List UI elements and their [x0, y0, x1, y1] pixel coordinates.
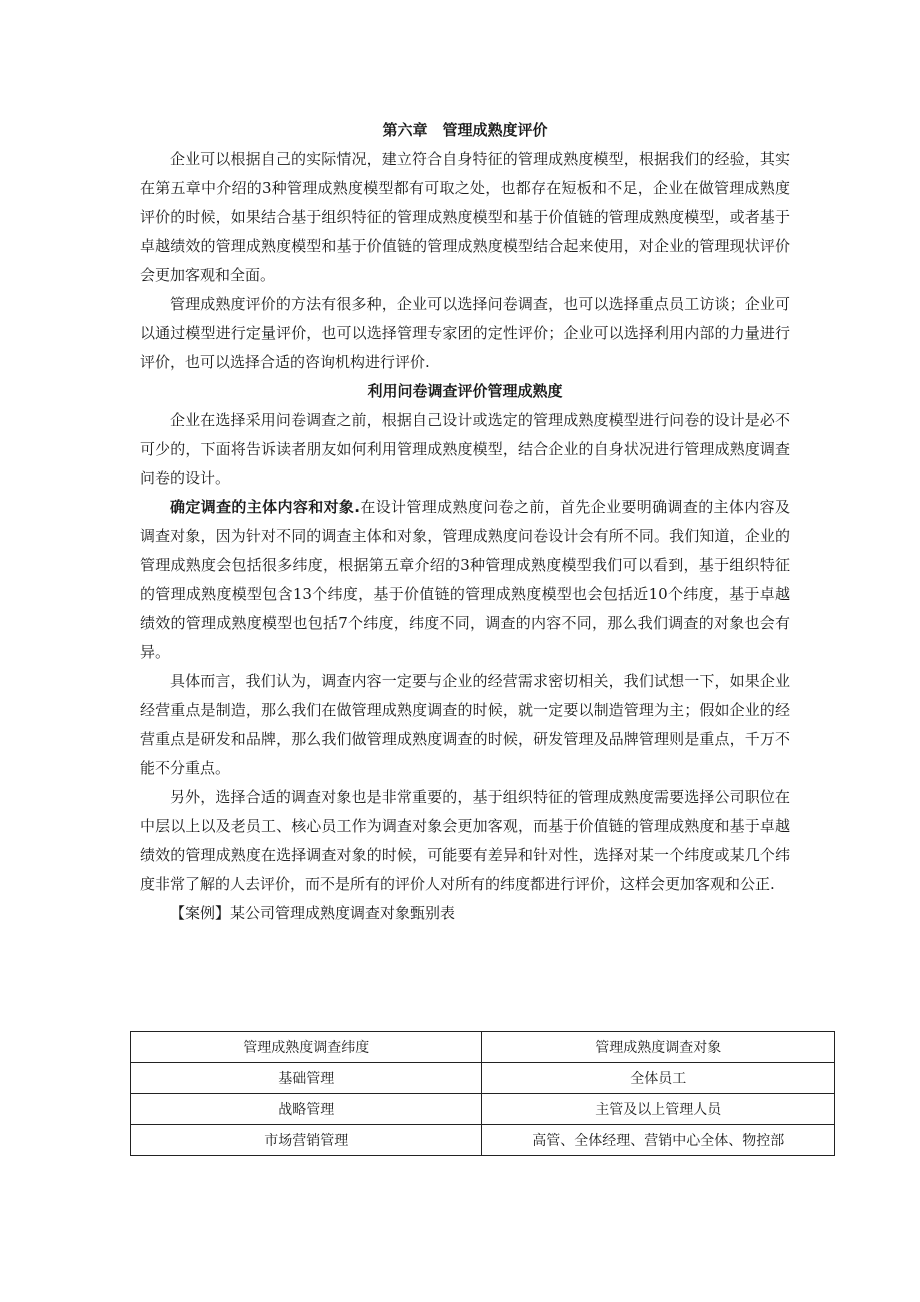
paragraph-selection: 另外，选择合适的调查对象也是非常重要的，基于组织特征的管理成熟度需要选择公司职位在中层以上以及老员工、核心员工作为调查对象会更加客观，而基于价值链的管理成熟度和基于卓越绩效的管理成熟度在选择调查对象的时候，可能要有差异和针对性，选择对某一个纬度或某几个纬度非常了解的人去评价，而不是所有的评价人对所有的纬度都进行评价，这样会更加客观和公正.: [140, 788, 790, 893]
bold-lead-rest-text: 在设计管理成熟度问卷之前，首先企业要明确调查的主体内容及调查对象，因为针对不同的调查主体和对象，管理成熟度问卷设计会有所不同。我们知道，企业的管理成熟度会包括很多纬度，根据第五章介绍的3种管理成熟度模型我们可以看到，基于组织特征的管理成熟度模型包含13个纬度，基于价值链的管理成熟度模型也会包括近10个纬度，基于卓越绩效的管理成熟度模型也包括7个纬度，纬度不同，调查的内容不同，那么我们调查的对象也会有异。: [140, 498, 790, 661]
table-header-row: [131, 1032, 835, 1063]
table-cell: 基础管理: [131, 1063, 482, 1094]
paragraph-intro: 企业可以根据自己的实际情况，建立符合自身特征的管理成熟度模型，根据我们的经验，其实在第五章中介绍的3种管理成熟度模型都有可取之处，也都存在短板和不足，企业在做管理成熟度评价的时候，如果结合基于组织特征的管理成熟度模型和基于价值链的管理成熟度模型，或者基于卓越绩效的管理成熟度模型和基于价值链的管理成熟度模型结合起来使用，对企业的管理现状评价会更加客观和全面。: [140, 150, 790, 284]
case-table: [130, 1031, 835, 1156]
table-cell: 主管及以上管理人员: [482, 1094, 835, 1125]
table-cell: 全体员工: [482, 1063, 835, 1094]
chapter-title: 第六章 管理成熟度评价: [382, 121, 548, 139]
paragraph-methods: 管理成熟度评价的方法有很多种，企业可以选择问卷调查，也可以选择重点员工访谈；企业可以通过模型进行定量评价，也可以选择管理专家团的定性评价；企业可以选择利用内部的力量进行评价，也可以选择合适的咨询机构进行评价.: [140, 295, 790, 371]
table-cell: 战略管理: [131, 1094, 482, 1125]
section-heading: 利用问卷调查评价管理成熟度: [367, 382, 563, 400]
document-body: [140, 116, 790, 928]
table-cell: 高管、全体经理、营销中心全体、物控部: [482, 1125, 835, 1156]
paragraph-questionnaire: 企业在选择采用问卷调查之前，根据自己设计或选定的管理成熟度模型进行问卷的设计是必不可少的，下面将告诉读者朋友如何利用管理成熟度模型，结合企业的自身状况进行管理成熟度调查问卷的设计。: [140, 411, 790, 487]
table-row: [131, 1125, 835, 1156]
bold-lead-text: 确定调查的主体内容和对象.: [170, 498, 360, 516]
table-header-cell: 管理成熟度调查纬度: [131, 1032, 482, 1063]
paragraph-specifics: 具体而言，我们认为，调查内容一定要与企业的经营需求密切相关，我们试想一下，如果企业经营重点是制造，那么我们在做管理成熟度调查的时候，就一定要以制造管理为主；假如企业的经营重点是研发和品牌，那么我们做管理成熟度调查的时候，研发管理及品牌管理则是重点，千万不能不分重点。: [140, 672, 790, 777]
paragraph-subject-and-object: [140, 493, 790, 667]
table-row: [131, 1094, 835, 1125]
table-row: [131, 1063, 835, 1094]
table-header-cell: 管理成熟度调查对象: [482, 1032, 835, 1063]
case-label: 【案例】某公司管理成熟度调查对象甄别表: [170, 904, 456, 922]
table-cell: 市场营销管理: [131, 1125, 482, 1156]
case-table-wrapper: [130, 1031, 835, 1156]
